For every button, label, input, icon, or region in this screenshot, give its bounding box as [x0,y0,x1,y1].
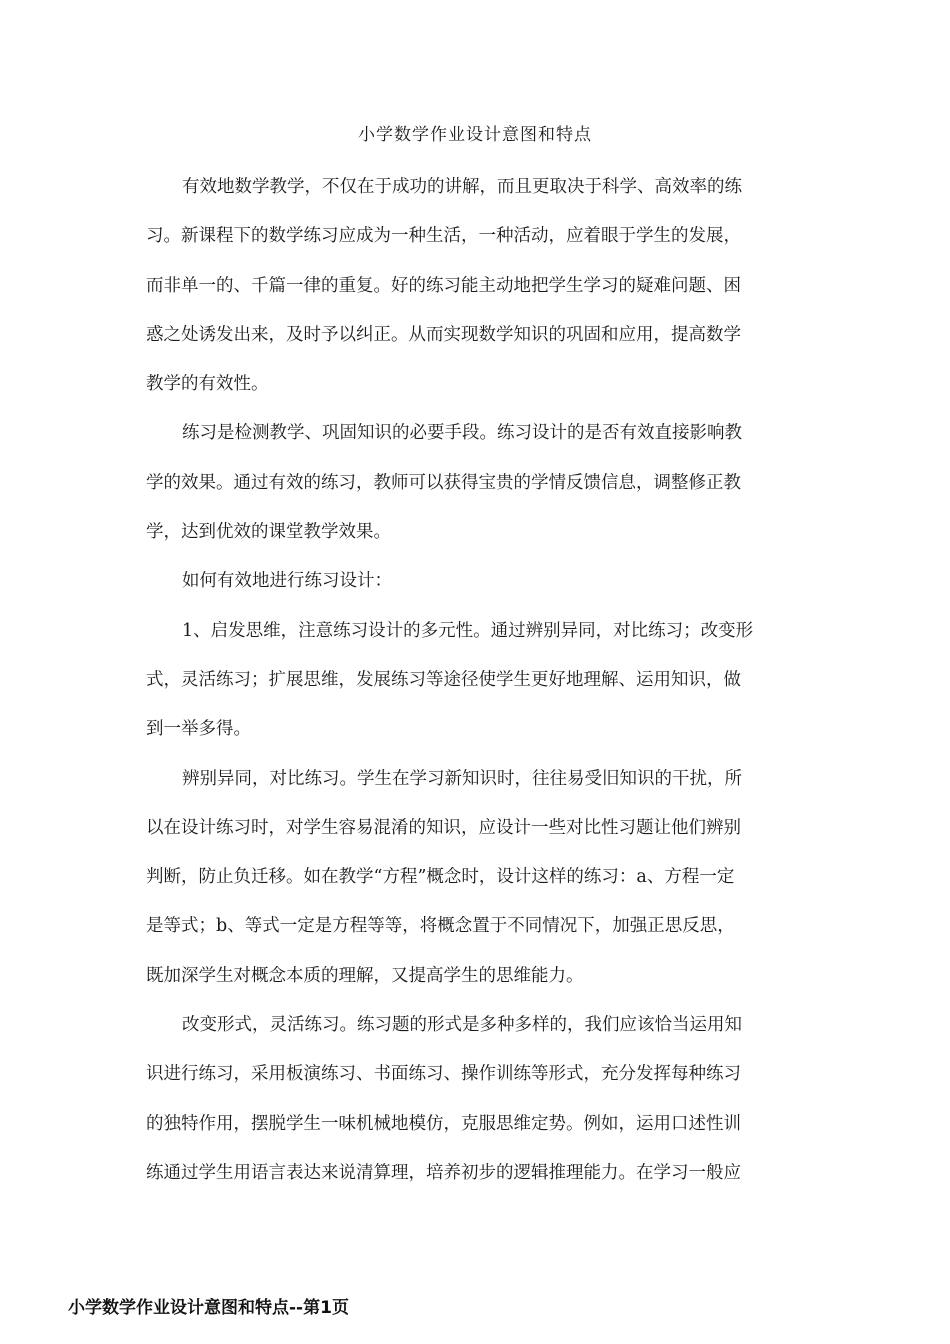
paragraph-line: 练通过学生用语言表达来说清算理，培养初步的逻辑推理能力。在学习一般应 [146,1162,741,1183]
paragraph-line: 判断，防止负迁移。如在教学“方程”概念时，设计这样的练习：a、方程一定 [146,867,735,888]
paragraph-line: 教学的有效性。 [146,374,269,395]
paragraph-line: 既加深学生对概念本质的理解，又提高学生的思维能力。 [146,965,584,986]
paragraph-line: 练习是检测教学、巩固知识的必要手段。练习设计的是否有效直接影响教 [182,423,742,444]
paragraph-line: 习。新课程下的数学练习应成为一种生活，一种活动，应着眼于学生的发展， [146,226,741,247]
paragraph-line: 辨别异同，对比练习。学生在学习新知识时，往往易受旧知识的干扰，所 [182,768,742,789]
document-body [146,171,806,1206]
paragraph-line: 到一举多得。 [146,719,251,740]
paragraph-line: 而非单一的、千篇一律的重复。好的练习能主动地把学生学习的疑难问题、困 [146,275,741,296]
paragraph-line: 学，达到优效的课堂教学效果。 [146,522,391,543]
paragraph-line: 的独特作用，摆脱学生一味机械地模仿，克服思维定势。例如，运用口述性训 [146,1113,741,1134]
paragraph-line: 改变形式，灵活练习。练习题的形式是多种多样的，我们应该恰当运用知 [182,1015,742,1036]
paragraph-line: 识进行练习，采用板演练习、书面练习、操作训练等形式，充分发挥每种练习 [146,1064,741,1085]
paragraph-line: 以在设计练习时，对学生容易混淆的知识，应设计一些对比性习题让他们辨别 [146,817,741,838]
paragraph-line: 如何有效地进行练习设计： [182,571,392,592]
paragraph-line: 学的效果。通过有效的练习，教师可以获得宝贵的学情反馈信息，调整修正教 [146,472,741,493]
paragraph-line: 有效地数学教学，不仅在于成功的讲解，而且更取决于科学、高效率的练 [182,177,742,197]
paragraph-line: 是等式；b、等式一定是方程等等，将概念置于不同情况下，加强正思反思， [146,916,735,937]
paragraph-line: 式，灵活练习；扩展思维，发展练习等途径使学生更好地理解、运用知识，做 [146,669,741,690]
page-footer: 小学数学作业设计意图和特点--第1页 [68,1298,349,1318]
document-title: 小学数学作业设计意图和特点 [358,125,592,145]
paragraph-line: 惑之处诱发出来，及时予以纠正。从而实现数学知识的巩固和应用，提高数学 [146,324,741,345]
paragraph-line: 1、启发思维，注意练习设计的多元性。通过辨别异同，对比练习；改变形 [182,620,754,641]
